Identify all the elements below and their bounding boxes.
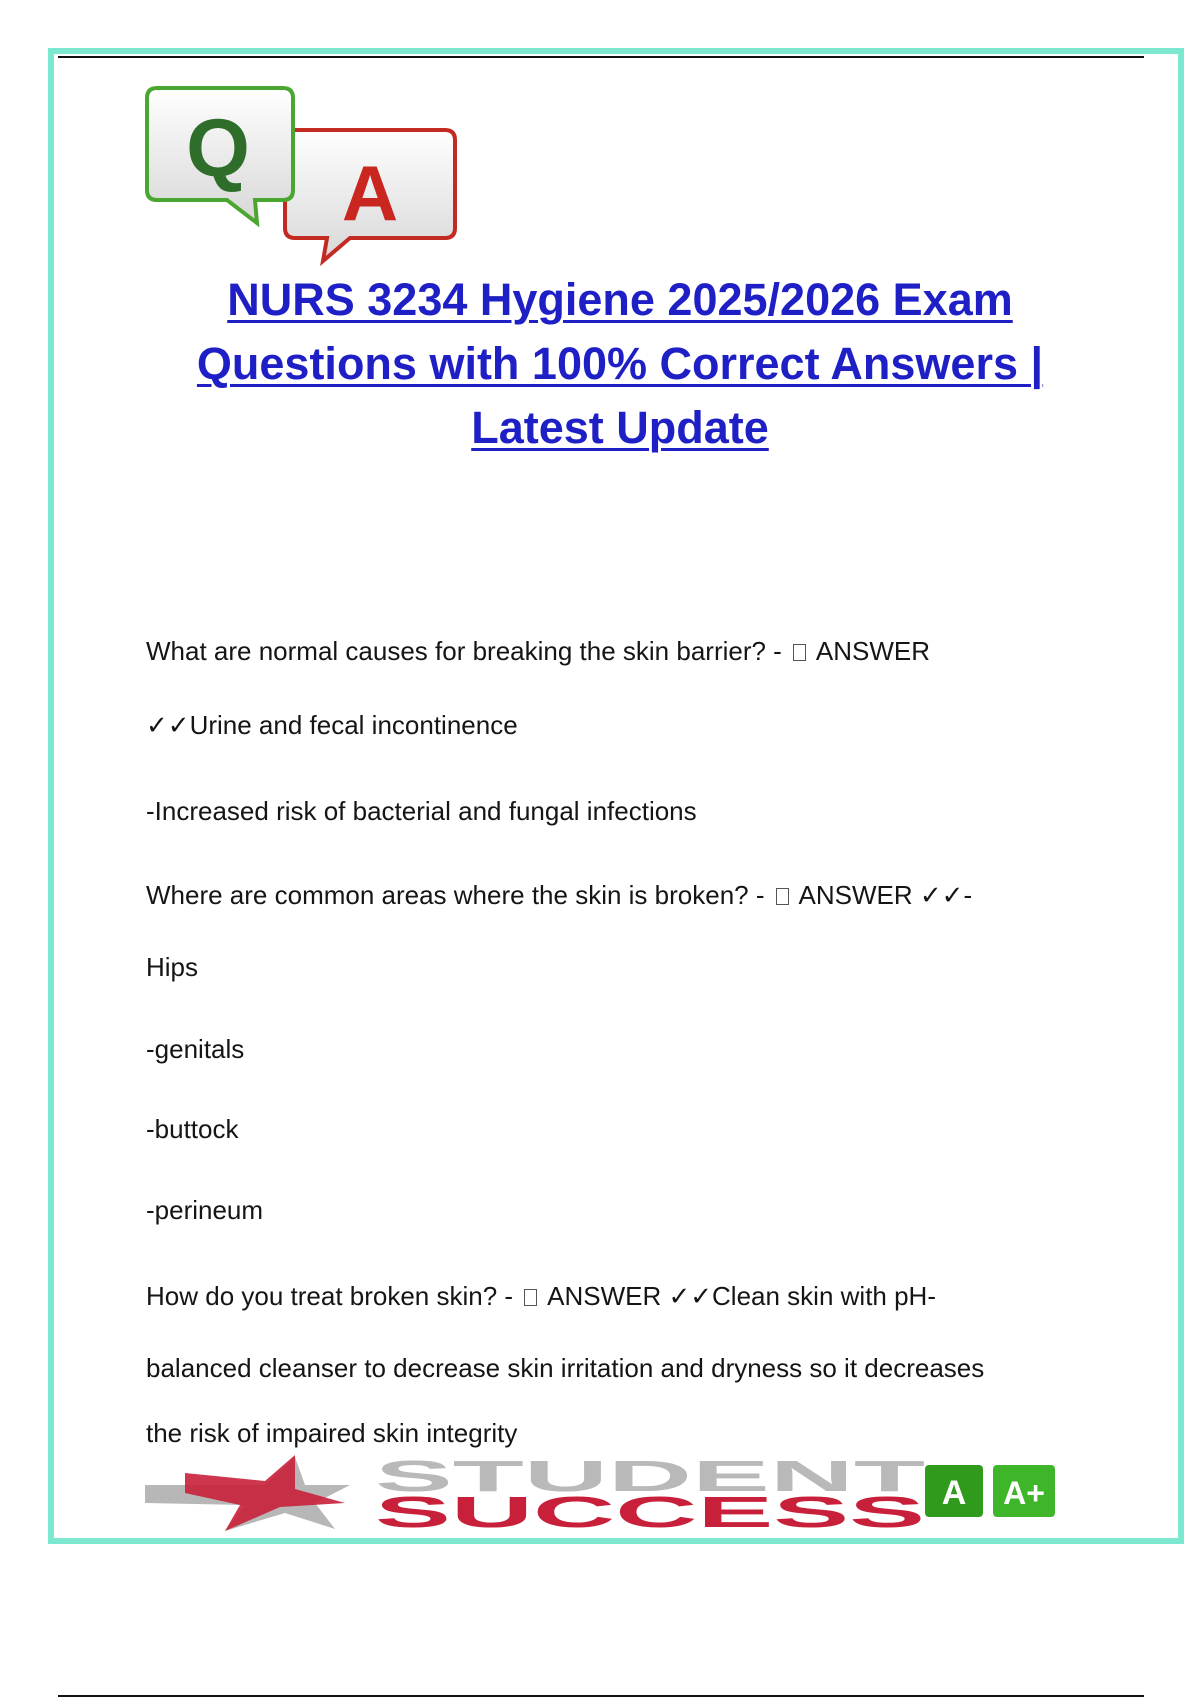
- question-3: [146, 1281, 936, 1312]
- top-rule: [58, 56, 1144, 58]
- answer-1-line-2: -Increased risk of bacterial and fungal infections: [146, 796, 697, 826]
- answer-2-line-3: -buttock: [146, 1114, 239, 1144]
- brand-line-2: SUCCESS: [375, 1488, 925, 1533]
- answer-2-line-2: -genitals: [146, 1034, 245, 1064]
- brand-line-1: STUDENT: [375, 1455, 926, 1501]
- question-3-text: How do you treat broken skin? -: [146, 1281, 514, 1311]
- bottom-rule: [58, 1695, 1144, 1697]
- badge-a-plus-text: A+: [1003, 1475, 1045, 1511]
- question-1: [146, 636, 930, 667]
- question-1-text: What are normal causes for breaking the skin barrier? -: [146, 636, 782, 666]
- answer-3-line-1: balanced cleanser to decrease skin irritation and dryness so it decreases: [146, 1353, 985, 1383]
- question-2-text: Where are common areas where the skin is broken? -: [146, 880, 765, 910]
- missing-glyph-icon: [776, 888, 789, 905]
- a-letter: A: [341, 149, 399, 237]
- q-bubble: [147, 88, 293, 223]
- missing-glyph-icon: [524, 1289, 537, 1306]
- answer-3-line-2: the risk of impaired skin integrity: [146, 1418, 518, 1448]
- q-letter: Q: [186, 103, 250, 194]
- document-title[interactable]: NURS 3234 Hygiene 2025/2026 Exam Questions with 100% Correct Answers | Latest Update: [196, 274, 1044, 453]
- missing-glyph-icon: [793, 644, 806, 661]
- answer-2-line-1: Hips: [146, 952, 199, 982]
- answer-1-label: ANSWER: [815, 636, 930, 666]
- a-bubble: [285, 130, 455, 261]
- star-icon: [145, 1455, 350, 1531]
- question-2: [146, 880, 972, 911]
- answer-1-line-1: ✓✓Urine and fecal incontinence: [146, 710, 518, 740]
- answer-3-label: ANSWER ✓✓Clean skin with pH-: [547, 1281, 936, 1311]
- answer-2-label: ANSWER ✓✓-: [798, 880, 973, 910]
- answer-2-line-4: -perineum: [146, 1195, 264, 1225]
- student-success-logo: [145, 1455, 1065, 1533]
- badge-a-text: A: [941, 1474, 967, 1512]
- qa-logo: [145, 78, 465, 268]
